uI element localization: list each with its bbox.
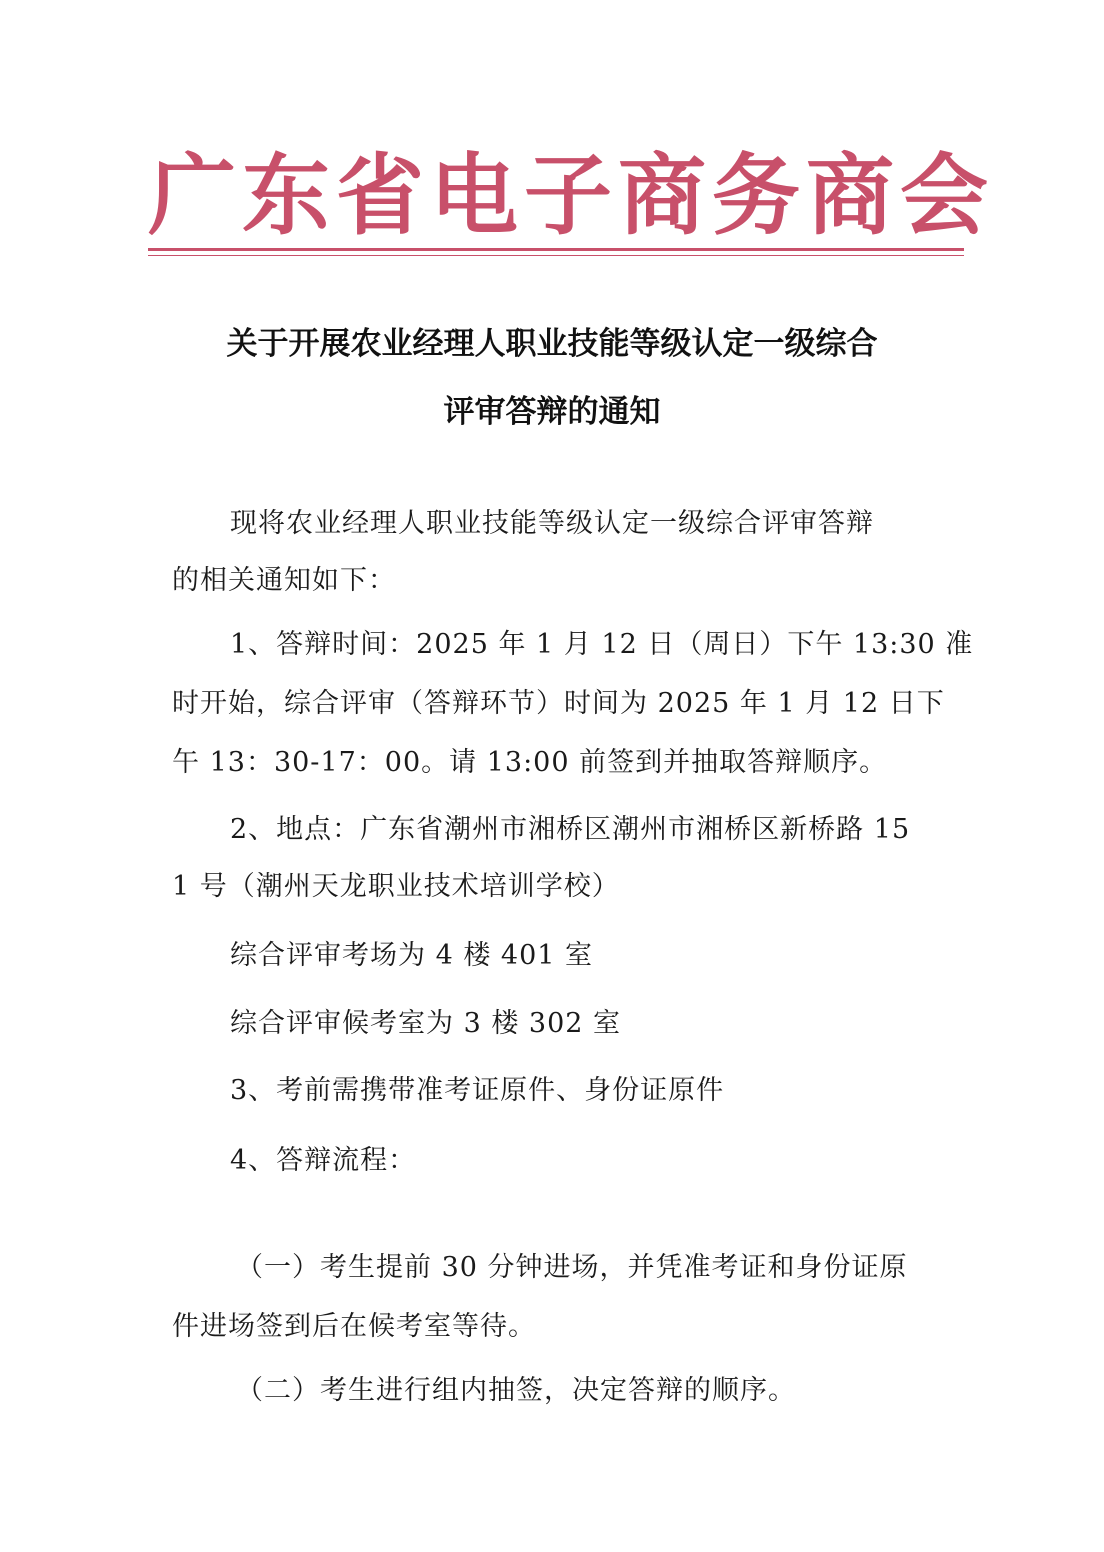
item1-line2: 时开始，综合评审（答辩环节）时间为 2025 年 1 月 12 日下 xyxy=(172,688,945,719)
notice-title-line1: 关于开展农业经理人职业技能等级认定一级综合 xyxy=(226,326,878,362)
item4-line: 4、答辩流程： xyxy=(230,1145,417,1176)
waiting-room-line: 综合评审候考室为 3 楼 302 室 xyxy=(230,1008,622,1039)
letterhead-org-name: 广东省电子商务商会 xyxy=(148,143,995,247)
item2-line2: 1 号（潮州天龙职业技术培训学校） xyxy=(172,871,620,902)
item2-line1: 2、地点：广东省潮州市湘桥区潮州市湘桥区新桥路 15 xyxy=(230,814,911,845)
notice-title-line2: 评审答辩的通知 xyxy=(443,394,661,430)
step1-line2: 件进场签到后在候考室等待。 xyxy=(172,1311,536,1342)
letterhead-rule-thin xyxy=(148,255,964,256)
exam-room-line: 综合评审考场为 4 楼 401 室 xyxy=(230,940,594,971)
letterhead-rule-thick xyxy=(148,248,964,251)
item1-line1: 1、答辩时间：2025 年 1 月 12 日（周日）下午 13:30 准 xyxy=(230,629,974,660)
step2-line: （二）考生进行组内抽签，决定答辩的顺序。 xyxy=(236,1375,796,1406)
step1-line1: （一）考生提前 30 分钟进场，并凭准考证和身份证原 xyxy=(236,1252,908,1283)
item1-line3: 午 13：30-17：00。请 13:00 前签到并抽取答辩顺序。 xyxy=(172,747,888,778)
intro-line1: 现将农业经理人职业技能等级认定一级综合评审答辩 xyxy=(230,508,874,539)
intro-line2: 的相关通知如下： xyxy=(172,565,396,596)
item3-line: 3、考前需携带准考证原件、身份证原件 xyxy=(230,1075,725,1106)
